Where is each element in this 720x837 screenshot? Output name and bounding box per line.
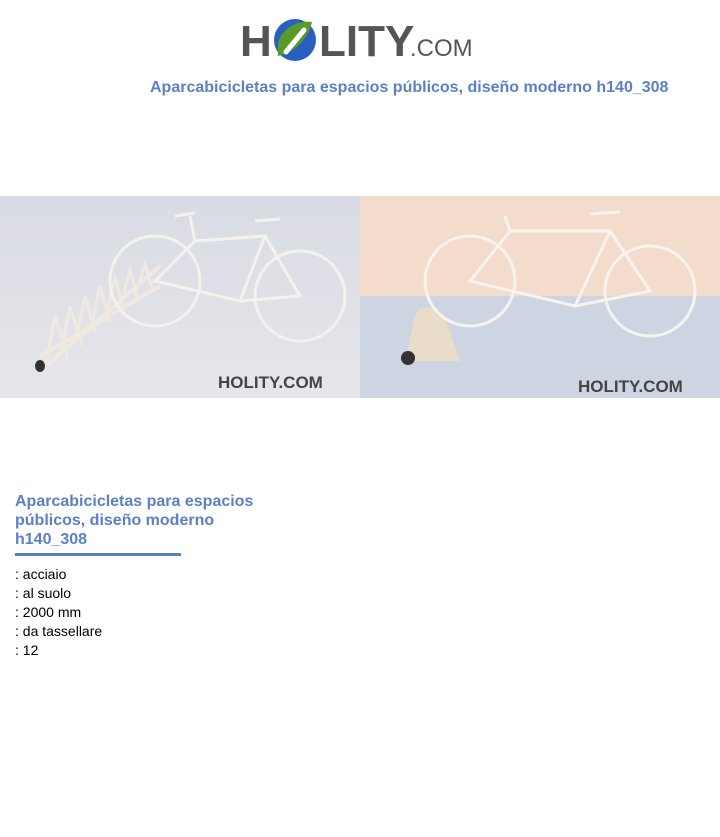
- product-photo-2[interactable]: [360, 196, 720, 398]
- spec-capacity: : 12: [15, 642, 39, 658]
- logo-letter-h: H: [240, 17, 272, 66]
- title-underline: [15, 553, 181, 556]
- logo-o-mark: [274, 19, 316, 61]
- watermark: [578, 377, 683, 396]
- holity-logo[interactable]: [240, 12, 485, 66]
- product-specs: [15, 565, 102, 660]
- svg-text:HOLITY.COM: HOLITY.COM: [578, 377, 683, 396]
- spec-material: : acciaio: [15, 566, 67, 582]
- spec-installation: : al suolo: [15, 585, 72, 601]
- product-title: Aparcabicicletas para espacios públicos, diseño moderno h140_308: [15, 493, 254, 548]
- spec-fixing: : da tassellare: [15, 623, 103, 639]
- spec-length: : 2000 mm: [15, 604, 82, 620]
- page-subtitle: Aparcabicicletas para espacios públicos, diseño moderno h140_308: [150, 79, 669, 96]
- product-gallery: [0, 196, 720, 398]
- svg-text:HOLITY.COM: HOLITY.COM: [218, 373, 323, 392]
- product-photo-1[interactable]: [0, 196, 360, 398]
- logo-text-lity: LITY: [319, 17, 415, 66]
- watermark: [218, 373, 323, 392]
- logo-domain: .COM: [410, 35, 473, 62]
